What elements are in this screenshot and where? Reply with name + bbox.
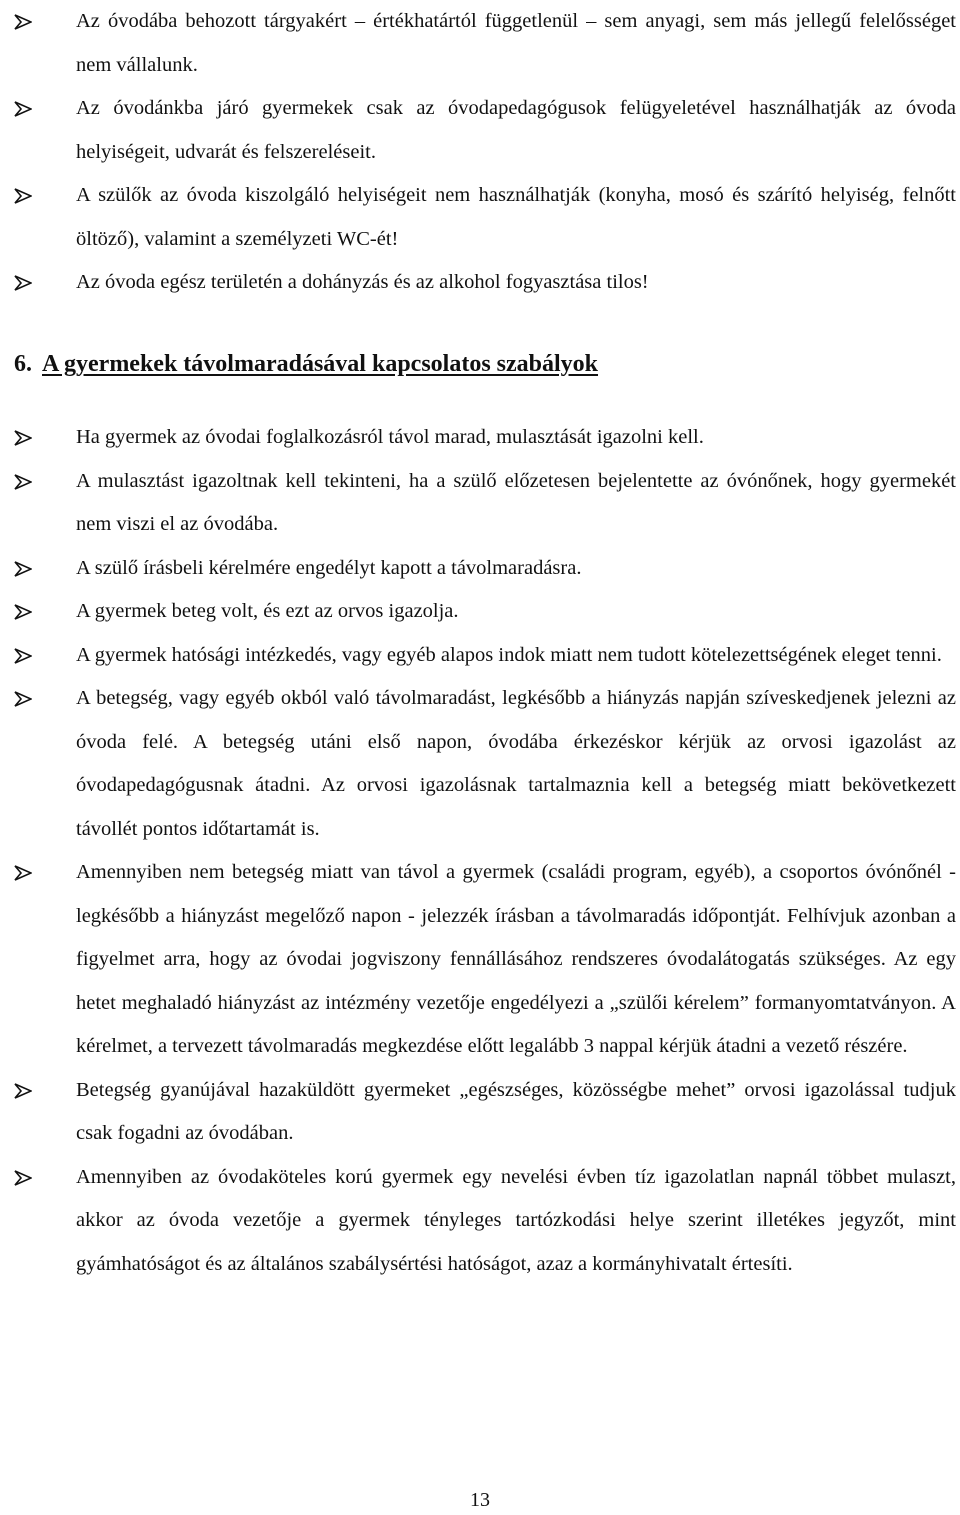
- list-item: [0, 1156, 960, 1287]
- list-item-text: Amennyiben az óvodaköteles korú gyermek egy nevelési évben tíz igazolatlan napnál többet mulaszt, akkor az óvoda vezetője a gyermek tényleges tartózkodási helye szerint illetékes jegyzőt, mint gyámhatóságot és az általános szabálysértési hatóságot, azaz a kormányhivatalt értesíti.: [76, 1165, 956, 1275]
- section-number: 6.: [14, 351, 32, 377]
- list-item-text: A gyermek beteg volt, és ezt az orvos igazolja.: [76, 600, 459, 622]
- list-item: [0, 634, 960, 678]
- list-item: [0, 460, 960, 547]
- arrowhead-bullet-icon: [14, 430, 32, 446]
- arrowhead-bullet-icon: [14, 1170, 32, 1186]
- arrowhead-bullet-icon: [14, 474, 32, 490]
- list-item-text: A mulasztást igazoltnak kell tekinteni, ha a szülő előzetesen bejelentette az óvónőnek, hogy gyermekét nem viszi el az óvodába.: [76, 469, 956, 535]
- list-item-text: A gyermek hatósági intézkedés, vagy egyéb alapos indok miatt nem tudott kötelezettségének eleget tenni.: [76, 643, 942, 666]
- arrowhead-bullet-icon: [14, 14, 32, 30]
- rules-list: [0, 0, 960, 305]
- list-item-text: A szülő írásbeli kérelmére engedélyt kapott a távolmaradásra.: [76, 556, 582, 579]
- list-item-text: Betegség gyanújával hazaküldött gyermeket „egészséges, közösségbe mehet” orvosi igazolással tudjuk csak fogadni az óvodában.: [76, 1078, 956, 1144]
- arrowhead-bullet-icon: [14, 188, 32, 204]
- page-number: 13: [470, 1489, 490, 1511]
- arrowhead-bullet-icon: [14, 1083, 32, 1099]
- list-item: [0, 677, 960, 851]
- section-title: A gyermekek távolmaradásával kapcsolatos szabályok: [42, 351, 599, 377]
- list-item-text: Ha gyermek az óvodai foglalkozásról távol marad, mulasztását igazolni kell.: [76, 426, 704, 448]
- arrowhead-bullet-icon: [14, 648, 32, 664]
- list-item: [0, 174, 960, 261]
- list-item: [0, 261, 960, 305]
- list-item-text: Az óvoda egész területén a dohányzás és az alkohol fogyasztása tilos!: [76, 271, 649, 293]
- absence-rules-list: [0, 416, 960, 1286]
- arrowhead-bullet-icon: [14, 691, 32, 707]
- list-item: [0, 0, 960, 87]
- list-item-text: A szülők az óvoda kiszolgáló helyiségeit nem használhatják (konyha, mosó és szárító helyiség, felnőtt öltöző), valamint a személyzeti WC-ét!: [76, 184, 956, 250]
- arrowhead-bullet-icon: [14, 604, 32, 620]
- arrowhead-bullet-icon: [14, 561, 32, 577]
- list-item: [0, 416, 960, 460]
- list-item-text: Amennyiben nem betegség miatt van távol a gyermek (családi program, egyéb), a csoportos óvónőnél - legkésőbb a hiányzást megelőző napon - jelezzék írásban a távolmaradás időpontját. Felhívjuk azonban a figyelmet arra, hogy az óvodai jogviszony fennállásához rendszeres óvodalátogatás szükséges. Az egy hetet meghaladó hiányzást az intézmény vezetője engedélyezi a „szülői kérelem” formanyomtatványon. A kérelmet, a tervezett távolmaradás megkezdése előtt legalább 3 nappal kérjük átadni a vezető részére.: [76, 861, 956, 1057]
- list-item: [0, 1069, 960, 1156]
- arrowhead-bullet-icon: [14, 865, 32, 881]
- list-item-text: Az óvodába behozott tárgyakért – értékhatártól függetlenül – sem anyagi, sem más jellegű felelősséget nem vállalunk.: [76, 10, 956, 76]
- list-item: [0, 547, 960, 591]
- list-item: [0, 851, 960, 1069]
- arrowhead-bullet-icon: [14, 101, 32, 117]
- arrowhead-bullet-icon: [14, 275, 32, 291]
- list-item-text: Az óvodánkba járó gyermekek csak az óvodapedagógusok felügyeletével használhatják az óvoda helyiségeit, udvarát és felszereléseit.: [76, 97, 956, 163]
- list-item: [0, 87, 960, 174]
- list-item: [0, 590, 960, 634]
- section-heading: [14, 344, 598, 384]
- list-item-text: A betegség, vagy egyéb okból való távolmaradást, legkésőbb a hiányzás napján szíveskedjenek jelezni az óvoda felé. A betegség utáni első napon, óvodába érkezéskor kérjük az orvosi igazolást az óvodapedagógusnak átadni. Az orvosi igazolásnak tartalmaznia kell a betegség miatt bekövetkezett távollét pontos időtartamát is.: [76, 687, 956, 840]
